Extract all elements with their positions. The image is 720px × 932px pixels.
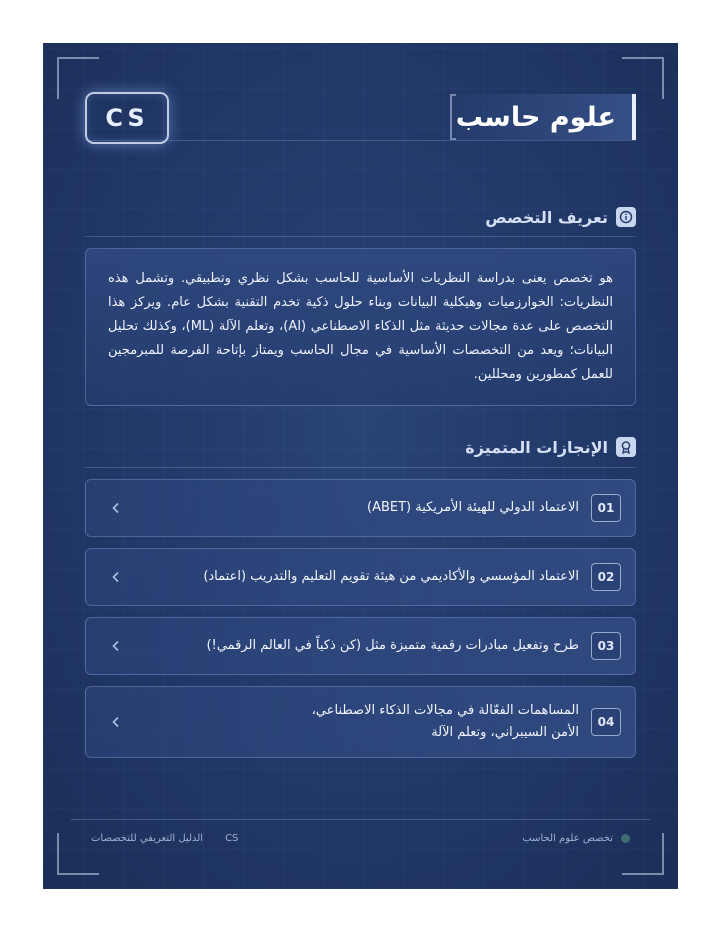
achievements-divider <box>85 467 636 468</box>
chevron-left-icon <box>108 500 124 516</box>
definition-heading <box>485 203 636 231</box>
footer-divider <box>71 819 650 820</box>
page-title: علوم حاسب <box>455 101 616 133</box>
definition-title: تعريف التخصص <box>485 207 608 227</box>
achievements-title: الإنجازات المتميزة <box>465 437 608 457</box>
footer-left <box>91 833 238 844</box>
chevron-left-icon <box>108 638 124 654</box>
achievement-item-01[interactable] <box>85 479 636 537</box>
achievement-item-02[interactable] <box>85 548 636 606</box>
document-page <box>43 43 678 889</box>
achievement-number: 02 <box>591 563 621 591</box>
achievement-text: الاعتماد المؤسسي والأكاديمي من هيئة تقويم التعليم والتدريب (اعتماد) <box>203 569 579 584</box>
achievement-number: 04 <box>591 708 621 736</box>
chevron-left-icon <box>108 569 124 585</box>
footer-guide-text: الدليل التعريفي للتخصصات <box>91 833 204 844</box>
achievement-number: 03 <box>591 632 621 660</box>
footer-cs-label: CS <box>225 833 239 844</box>
achievement-text: طرح وتفعيل مبادرات رقمية متميزة مثل (كن ذكياً في العالم الرقمي!) <box>206 638 579 653</box>
status-dot-icon <box>621 834 630 843</box>
achievement-number: 01 <box>591 494 621 522</box>
cs-badge: CS <box>85 92 169 144</box>
page-title-box <box>450 94 636 140</box>
definition-divider <box>85 236 636 237</box>
achievement-text: المساهمات الفعّالة في مجالات الذكاء الاصطناعي، الأمن السيبراني، وتعلم الآلة <box>311 703 579 740</box>
definition-text: هو تخصص يعنى بدراسة النظريات الأساسية للحاسب بشكل نظري وتطبيقي. وتشمل هذه النظريات: الخوارزميات وهيكلية البيانات وبناء حلول ذكية تخدم التقنية بشكل عام. ويركز هذا التخصص على عدة مجالات حديثة مثل الذكاء الاصطناعي (AI)، وتعلم الآلة (ML)، وكذلك تحليل البيانات؛ ويعد من التخصصات الأساسية في مجال الحاسب ويمتاز بإتاحة الفرصة للمبرمجين للعمل كمطورين ومحللين. <box>108 271 613 382</box>
corner-frame-top-right <box>622 57 664 99</box>
info-icon <box>616 207 636 227</box>
achievements-heading <box>465 433 636 461</box>
footer-right <box>522 833 630 844</box>
definition-card <box>85 248 636 406</box>
achievement-text: الاعتماد الدولي للهيئة الأمريكية (ABET) <box>366 500 579 515</box>
award-icon <box>616 437 636 457</box>
title-divider <box>85 140 636 141</box>
achievement-item-04[interactable] <box>85 686 636 758</box>
footer-major-text: تخصص علوم الحاسب <box>522 833 613 844</box>
achievement-item-03[interactable] <box>85 617 636 675</box>
chevron-left-icon <box>108 714 124 730</box>
